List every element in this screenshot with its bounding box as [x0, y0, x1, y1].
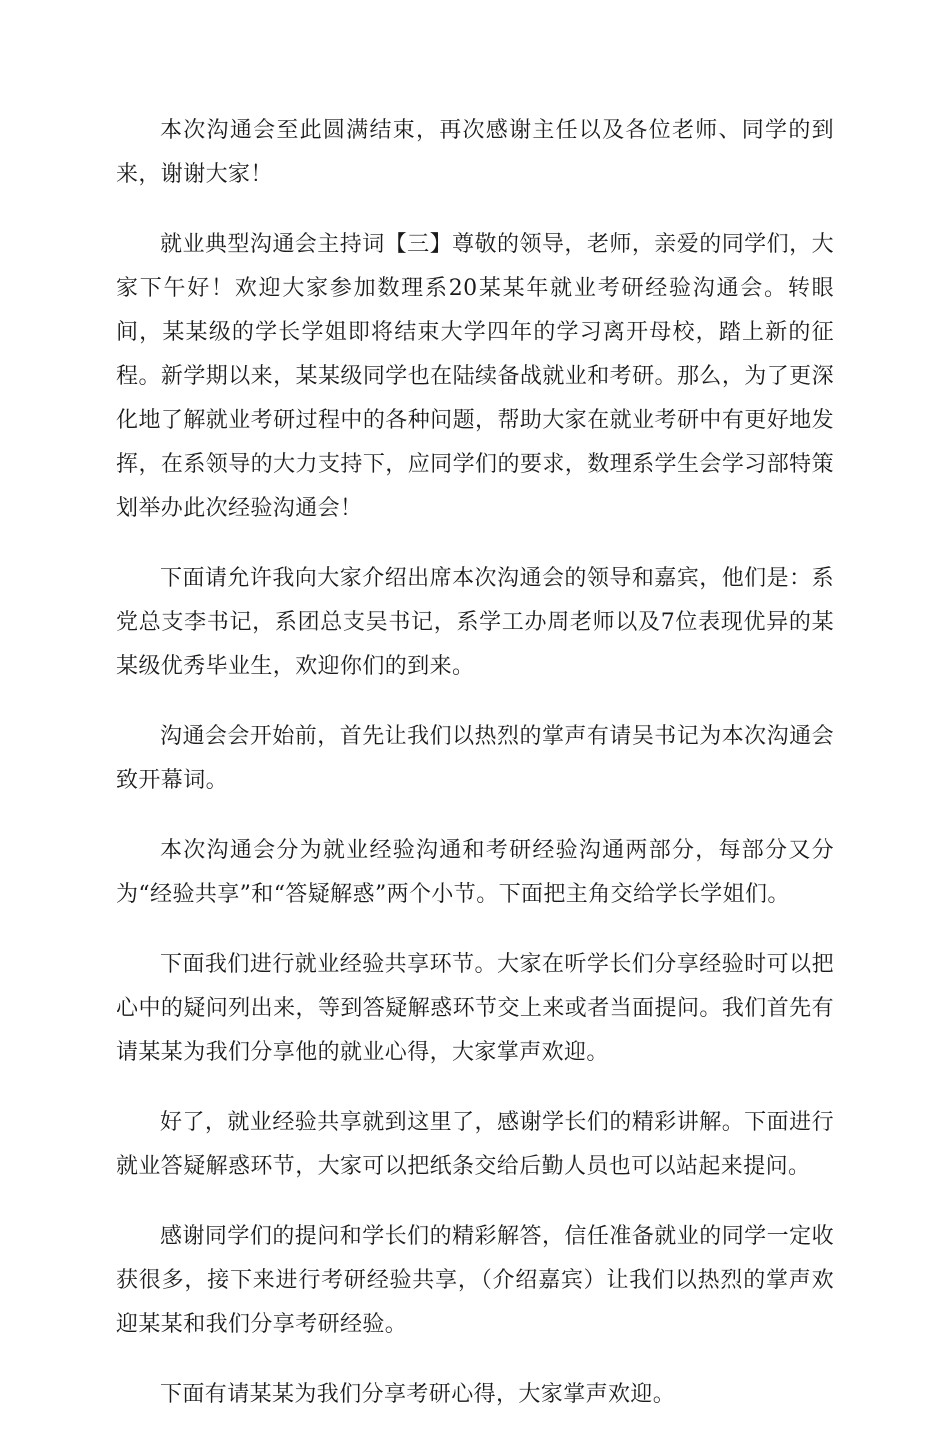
- paragraph-4: 沟通会会开始前，首先让我们以热烈的掌声有请吴书记为本次沟通会致开幕词。: [116, 724, 834, 793]
- paragraph-7: 好了，就业经验共享就到这里了，感谢学长们的精彩讲解。下面进行就业答疑解惑环节，大家可以把纸条交给后勤人员也可以站起来提问。: [116, 1110, 834, 1179]
- paragraph-3: 下面请允许我向大家介绍出席本次沟通会的领导和嘉宾，他们是：系党总支李书记，系团总支吴书记，系学工办周老师以及7位表现优异的某某级优秀毕业生，欢迎你们的到来。: [116, 566, 834, 679]
- document-body: [116, 109, 834, 1443]
- paragraph-9: 下面有请某某为我们分享考研心得，大家掌声欢迎。: [160, 1382, 676, 1407]
- paragraph-5: 本次沟通会分为就业经验沟通和考研经验沟通两部分，每部分又分为“经验共享”和“答疑解惑”两个小节。下面把主角交给学长学姐们。: [116, 838, 834, 907]
- paragraph-1: 本次沟通会至此圆满结束，再次感谢主任以及各位老师、同学的到来，谢谢大家！: [116, 118, 834, 187]
- paragraph-6: 下面我们进行就业经验共享环节。大家在听学长们分享经验时可以把心中的疑问列出来，等到答疑解惑环节交上来或者当面提问。我们首先有请某某为我们分享他的就业心得，大家掌声欢迎。: [116, 952, 834, 1065]
- paragraph-2: 就业典型沟通会主持词【三】尊敬的领导，老师，亲爱的同学们，大家下午好！欢迎大家参加数理系20某某年就业考研经验沟通会。转眼间，某某级的学长学姐即将结束大学四年的学习离开母校，踏上新的征程。新学期以来，某某级同学也在陆续备战就业和考研。那么，为了更深化地了解就业考研过程中的各种问题，帮助大家在就业考研中有更好地发挥，在系领导的大力支持下，应同学们的要求，数理系学生会学习部特策划举办此次经验沟通会！: [116, 232, 834, 521]
- paragraph-8: 感谢同学们的提问和学长们的精彩解答，信任准备就业的同学一定收获很多，接下来进行考研经验共享，（介绍嘉宾）让我们以热烈的掌声欢迎某某和我们分享考研经验。: [116, 1224, 834, 1337]
